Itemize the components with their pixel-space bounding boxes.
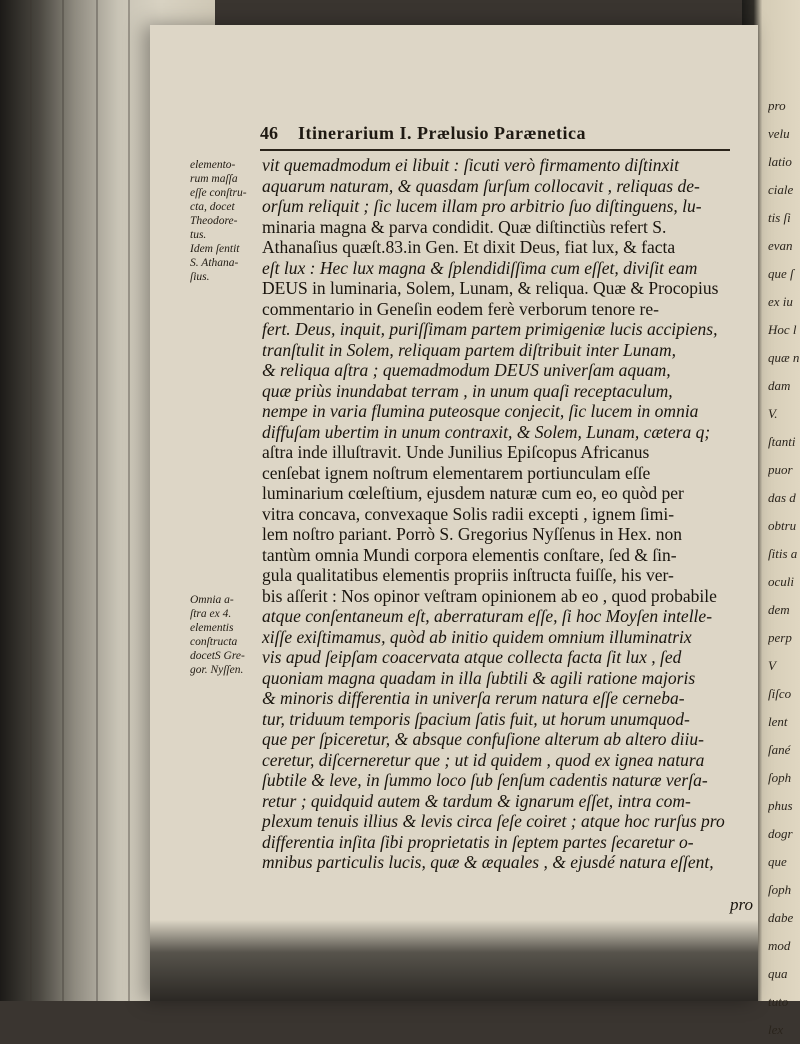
facing-page-fragment: ſoph	[768, 882, 792, 897]
text-line: vis apud ſeipſam coacervata atque collecta facta ſit lux , ſed	[262, 647, 682, 667]
text-line: DEUS in luminaria, Solem, Lunam, & reliqua. Quæ & Procopius	[262, 278, 719, 298]
text-line: eſt lux : Hec lux magna & ſplendidiſſima cum eſſet, diviſit eam	[262, 257, 698, 278]
facing-page-fragment: puor	[768, 462, 793, 477]
text-line: fert. Deus, inquit, puriſſimam partem primigeniæ lucis accipiens,	[262, 319, 718, 339]
text-line: tranſtulit in Solem, reliquam partem diſtribuit inter Lunam,	[262, 339, 677, 360]
text-line: que per ſpiceretur, & absque confuſione alterum ab altero diiu-	[262, 729, 704, 749]
text-line: mnibus particulis lucis, quæ & æquales , & ejusdé natura eſſent,	[262, 852, 714, 872]
text-line: aſtra inde illuſtravit. Unde Junilius Epiſcopus Africanus	[262, 442, 650, 462]
facing-page-fragment: que ſ	[768, 266, 794, 281]
facing-page-fragment: dem	[768, 602, 790, 617]
text-line: xiſſe exiſtimamus, quòd ab initio quidem omnium illuminatrix	[262, 626, 692, 647]
text-line: diffuſam ubertim in unum contraxit, & Solem, Lunam, cætera q;	[262, 421, 711, 442]
facing-page-fragment: ſtanti	[768, 434, 796, 449]
text-line: differentia inſita ſibi proprietatis in ſeptem partes ſecaretur o-	[262, 831, 694, 852]
page-edge-stripe	[128, 0, 130, 1001]
text-line: commentario in Geneſin eodem ferè verborum tenore re-	[262, 298, 659, 319]
facing-page-fragment: ex iu	[768, 294, 793, 309]
text-line: tur, triduum temporis ſpacium ſatis fuit, ut horum unumquod-	[262, 708, 690, 729]
facing-page-fragment: pro	[768, 98, 786, 113]
margin-note-line: conſtructa	[190, 636, 238, 648]
text-line: orſum reliquit ; ſic lucem illam pro arbitrio ſuo diſtinguens, lu-	[262, 196, 702, 216]
margin-note-line: tus.	[190, 229, 207, 241]
text-line: vitra concava, convexaque Solis radii excepti , ignem ſimi-	[262, 503, 675, 524]
facing-page-fragment: quæ n	[768, 350, 800, 365]
page-edge-stripe	[30, 0, 32, 1001]
margin-note-line: Idem ſentit	[190, 243, 240, 255]
facing-page-fragment: ſané	[768, 742, 791, 757]
margin-note-line: ſius.	[190, 271, 210, 283]
facing-page-fragment: latio	[768, 154, 792, 169]
facing-page-fragment: phus	[768, 798, 793, 813]
page-number: 46	[260, 123, 278, 143]
text-line: Athanaſius quæſt.83.in Gen. Et dixit Deus, fiat lux, & facta	[262, 237, 676, 257]
text-line: nempe in varia flumina puteosque conjecit, ſic lucem in omnia	[262, 401, 699, 421]
facing-page-fragment: ſiſco	[768, 686, 792, 701]
facing-page-fragment: tis ſi	[768, 210, 791, 225]
margin-note-line: Theodore-	[190, 215, 238, 227]
text-line: quoniam magna quadam in illa ſubtili & agili ratione majoris	[262, 667, 696, 688]
text-line: plexum tenuis illius & levis circa ſeſe coiret ; atque hoc rurſus pro	[262, 811, 725, 831]
facing-page-fragment: velu	[768, 126, 790, 141]
margin-note-line: cta, docet	[190, 201, 235, 213]
text-line: bis aſſerit : Nos opinor veſtram opinionem ab eo , quod probabile	[262, 585, 717, 606]
facing-page-fragment: Hoc l	[768, 322, 797, 337]
text-line: gula qualitatibus elementis propriis inſtructa fuiſſe, his ver-	[262, 565, 674, 585]
margin-note-line: eſſe conſtru-	[190, 187, 247, 199]
facing-page-fragment: que	[768, 854, 787, 869]
facing-page-fragment: ſitis a	[768, 546, 798, 561]
text-line: lem noſtro pariant. Porrò S. Gregorius Nyſſenus in Hex. non	[262, 524, 682, 544]
facing-page-fragment: tuto	[768, 994, 789, 1009]
facing-page-fragment: dogr	[768, 826, 793, 841]
facing-page-fragment: dam	[768, 378, 791, 393]
facing-page-fragment: oculi	[768, 574, 794, 589]
facing-page-fragment: perp	[768, 630, 792, 645]
margin-note-line: docetS Gre-	[190, 650, 245, 662]
margin-note-line: elemento-	[190, 159, 236, 171]
text-line: atque conſentaneum eſt, aberraturam eſſe, ſi hoc Moyſen intelle-	[262, 606, 713, 626]
book-page	[150, 25, 758, 1001]
facing-page-fragment: lex	[768, 1022, 784, 1037]
running-head	[260, 123, 730, 151]
margin-note-1	[190, 158, 262, 284]
margin-note-line: Omnia a-	[190, 594, 234, 606]
facing-page-fragment: dabe	[768, 910, 794, 925]
text-line: & reliqua aſtra ; quemadmodum DEUS univerſam aquam,	[262, 360, 671, 380]
text-line: retur ; quidquid autem & tardum & ignarum eſſet, intra com-	[262, 790, 691, 811]
page-title: Itinerarium I. Prælusio Parænetica	[298, 123, 586, 143]
text-line: aquarum naturam, & quasdam ſurſum collocavit , reliquas de-	[262, 175, 700, 196]
facing-page-fragment: qua	[768, 966, 788, 981]
facing-page-fragment: lent	[768, 714, 788, 729]
text-line: cenſebat ignem noſtrum elementarem portiunculam eſſe	[262, 462, 651, 483]
margin-note-line: ſtra ex 4.	[190, 608, 232, 620]
facing-page-fragment: V.	[768, 406, 778, 421]
margin-note-line: S. Athana-	[190, 257, 239, 269]
facing-page-fragment: ſoph	[768, 770, 792, 785]
margin-note-line: rum maſſa	[190, 173, 238, 185]
text-line: tantùm omnia Mundi corpora elementis conſtare, ſed & ſin-	[262, 544, 677, 565]
text-line: & minoris differentia in univerſa rerum natura eſſe cerneba-	[262, 688, 685, 708]
page-edge-stripe	[96, 0, 98, 1001]
page-bottom-shadow	[150, 920, 758, 1001]
text-line: minaria magna & parva condidit. Quæ diſtinctiùs refert S.	[262, 216, 667, 237]
facing-page-fragment: mod	[768, 938, 791, 953]
margin-note-line: gor. Nyſſen.	[190, 664, 244, 676]
text-line: vit quemadmodum ei libuit : ſicuti verò firmamento diſtinxit	[262, 155, 680, 175]
text-line: luminarium cœleſtium, ejusdem naturæ cum eo, eo quòd per	[262, 483, 684, 503]
page-edge-stripe	[62, 0, 64, 1001]
facing-page-fragment: evan	[768, 238, 793, 253]
margin-note-line: elementis	[190, 622, 234, 634]
text-line: quæ priùs inundabat terram , in unum quaſi receptaculum,	[262, 380, 673, 401]
body-text	[262, 155, 758, 873]
text-line: ſubtile & leve, in ſummo loco ſub ſenſum cadentis naturæ verſa-	[262, 770, 708, 790]
catchword: pro	[730, 895, 753, 914]
facing-page-fragment: das d	[768, 490, 796, 505]
facing-page-fragment: ciale	[768, 182, 794, 197]
facing-page-fragment: V	[768, 658, 776, 673]
text-line: ceretur, diſcerneretur que ; ut id quidem , quod ex ignea natura	[262, 749, 705, 770]
facing-page-fragment: obtru	[768, 518, 797, 533]
margin-note-2	[190, 593, 262, 677]
